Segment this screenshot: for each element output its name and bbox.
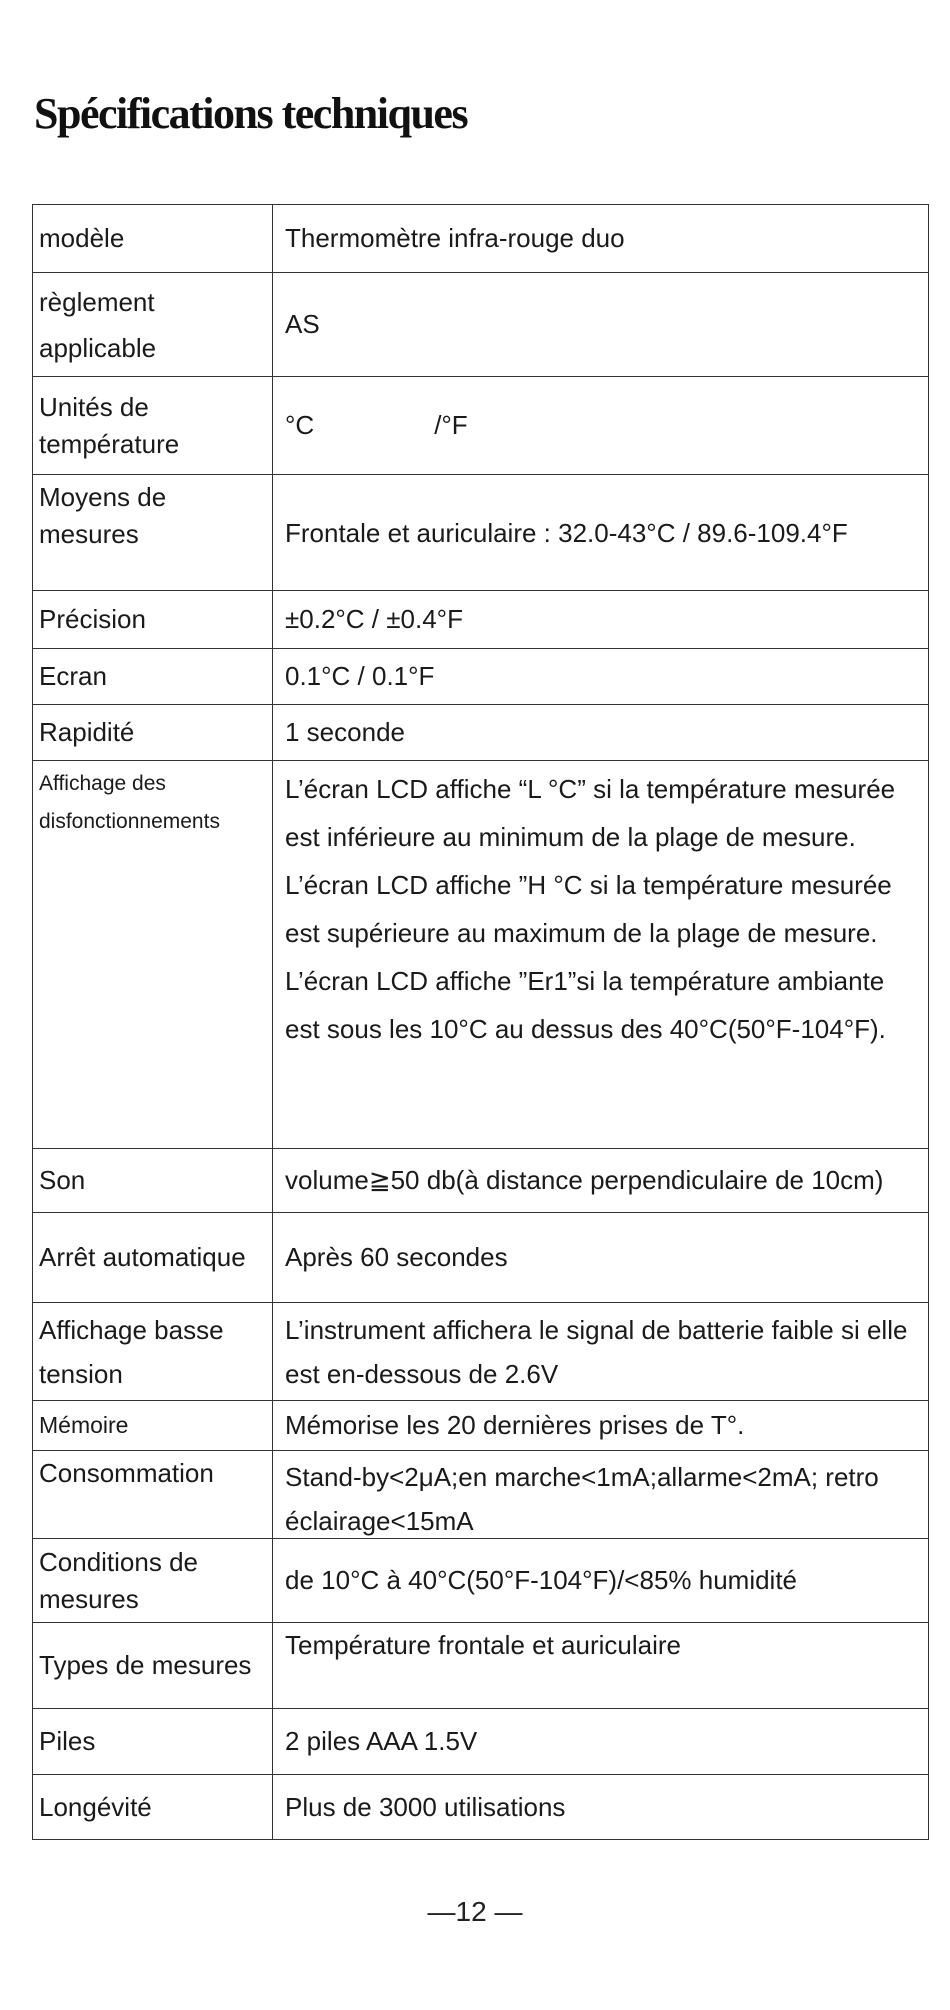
table-row [33,591,928,649]
row-value: Température frontale et auriculaire [285,1630,681,1660]
table-row [33,377,928,475]
row-value [273,377,928,474]
row-value: Après 60 secondes [285,1242,508,1272]
unit-celsius: °C [285,410,315,440]
row-label: Conditions de mesures [33,1539,273,1622]
table-row [33,705,928,761]
row-label: Longévité [33,1775,273,1839]
row-label: Ecran [33,649,273,704]
table-row [33,1401,928,1451]
table-row [33,205,928,273]
row-label: Rapidité [33,705,273,760]
table-row [33,1623,928,1709]
row-value: volume≧50 db(à distance perpendiculaire de 10cm) [285,1165,884,1195]
row-label: Son [33,1149,273,1212]
row-value: Plus de 3000 utilisations [285,1791,566,1822]
row-label: règlement applicable [33,273,273,376]
table-row [33,273,928,377]
table-row [33,1709,928,1775]
value-line: L’écran LCD affiche ”H °C si la température mesurée est supérieure au maximum de la plage de mesure. [285,870,892,948]
row-value: Stand-by<2μA;en marche<1mA;allarme<2mA; retro éclairage<15mA [285,1462,879,1536]
row-label: Piles [33,1709,273,1774]
table-row [33,649,928,705]
table-row [33,1451,928,1539]
row-label: Arrêt automatique [33,1213,273,1302]
page-title: Spécifications techniques [34,89,468,138]
row-label: Unités de température [33,377,273,474]
row-label: modèle [33,205,273,272]
row-value: L’instrument affichera le signal de batterie faible si elle est en-dessous de 2.6V [285,1314,908,1389]
table-row [33,1775,928,1839]
table-row [33,1213,928,1303]
row-value: Thermomètre infra-rouge duo [285,223,625,253]
row-label: Consommation [33,1451,273,1538]
row-value: Mémorise les 20 dernières prises de T°. [285,1410,745,1440]
table-row [33,1303,928,1401]
row-value: 2 piles AAA 1.5V [285,1726,478,1756]
row-value: 0.1°C / 0.1°F [285,661,435,691]
row-label: Affichage basse tension [33,1303,273,1400]
row-value: 1 seconde [285,717,405,747]
value-line: L’écran LCD affiche “L °C” si la température mesurée est inférieure au minimum de la plage de mesure. [285,774,896,852]
row-label: Affichage des disfonctionnements [33,761,273,1148]
specifications-table [32,204,929,1840]
table-row [33,761,928,1149]
row-label: Mémoire [33,1401,273,1450]
row-value [273,761,928,1148]
row-value: AS [285,309,320,339]
row-value: ±0.2°C / ±0.4°F [285,604,463,634]
table-row [33,1539,928,1623]
page-number: —12 — [427,1896,523,1927]
row-value: de 10°C à 40°C(50°F-104°F)/<85% humidité [285,1565,798,1595]
unit-fahrenheit: /°F [434,410,468,440]
row-label: Moyens de mesures [33,475,273,590]
row-label: Précision [33,591,273,648]
row-value: Frontale et auriculaire : 32.0-43°C / 89.6-109.4°F [285,517,848,548]
row-label: Types de mesures [33,1623,273,1708]
value-line: L’écran LCD affiche ”Er1”si la température ambiante est sous les 10°C au dessus des 40°C(50°F-104°F). [285,966,886,1044]
table-row [33,475,928,591]
table-row [33,1149,928,1213]
